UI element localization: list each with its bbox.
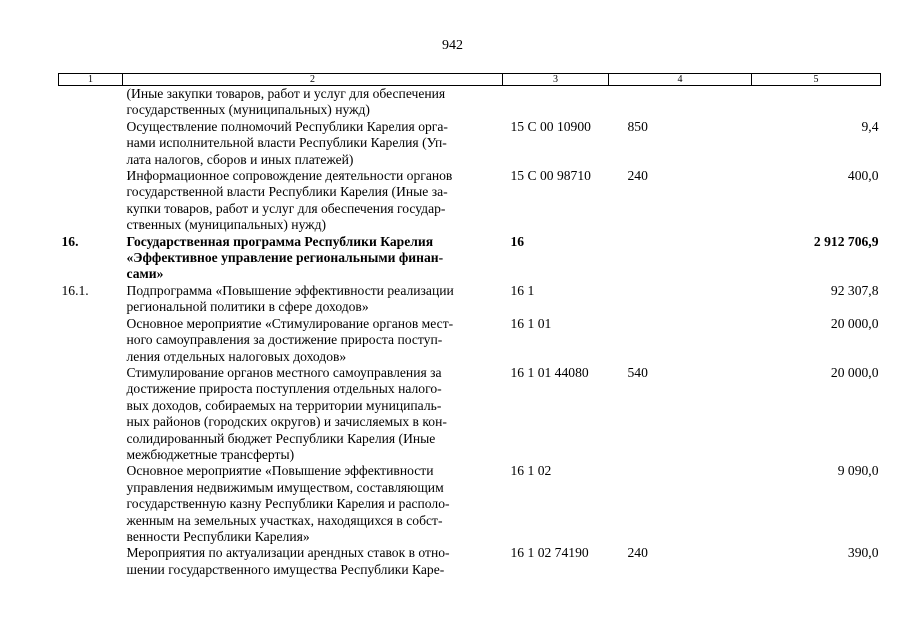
header-col-2: 2 (123, 74, 503, 86)
row-amount: 2 912 706,9 (813, 233, 879, 249)
row-number (59, 545, 123, 578)
header-col-1: 1 (59, 74, 123, 86)
row-number: 16.1. (61, 282, 89, 298)
row-name-line: вых доходов, собираемых на территории муниципаль- (126, 397, 442, 413)
row-code: 15 С 00 98710 (510, 168, 591, 184)
row-code: 15 С 00 10900 (510, 118, 591, 134)
header-col-4: 4 (609, 74, 752, 86)
row-name-line: межбюджетные трансферты) (126, 446, 295, 462)
header-row (59, 74, 881, 86)
row-name (123, 365, 503, 463)
table-row (59, 463, 881, 545)
row-name-line: женным на земельных участках, находящихся в собст- (126, 512, 443, 528)
row-amount: 390,0 (847, 545, 879, 561)
table-row (59, 365, 881, 463)
row-name-line: солидированный бюджет Республики Карелия (Иные (126, 430, 436, 446)
row-number (59, 86, 123, 119)
row-name-line: нами исполнительной власти Республики Карелия (Уп- (126, 135, 447, 151)
row-number (59, 119, 123, 168)
row-number (59, 168, 123, 234)
row-code: 16 1 01 44080 (510, 364, 589, 380)
row-name-line: (Иные закупки товаров, работ и услуг для обеспечения (126, 86, 446, 101)
row-name-line: государственных (муниципальных) нужд) (126, 102, 370, 118)
row-code: 16 (510, 233, 525, 249)
table-header (59, 74, 881, 86)
row-amount (752, 86, 881, 119)
row-name-line: достижение прироста поступления отдельных налого- (126, 381, 442, 397)
table-row (59, 545, 881, 578)
row-name-line: Стимулирование органов местного самоуправления за (126, 364, 442, 380)
row-name-line: Государственная программа Республики Карелия (126, 233, 434, 249)
row-expense-type (609, 283, 752, 316)
row-name (123, 283, 503, 316)
row-code: 16 1 02 (510, 463, 552, 479)
row-expense-type (609, 86, 752, 119)
row-name-line: государственной власти Республики Карелия (Иные за- (126, 184, 448, 200)
header-col-5: 5 (752, 74, 881, 86)
row-name-line: Информационное сопровождение деятельности органов (126, 168, 453, 184)
row-number (59, 365, 123, 463)
row-code: 16 1 01 (510, 315, 552, 331)
row-name-line: Мероприятия по актуализации арендных ставок в отно- (126, 545, 450, 561)
row-amount: 9,4 (861, 118, 879, 134)
row-name-line: государственную казну Республики Карелия и располо- (126, 496, 450, 512)
row-name-line: Основное мероприятие «Стимулирование органов мест- (126, 315, 454, 331)
header-col-3: 3 (503, 74, 609, 86)
row-name-line: Осуществление полномочий Республики Карелия орга- (126, 118, 448, 134)
row-name (123, 119, 503, 168)
row-name-line: управления недвижимым имуществом, составляющим (126, 479, 444, 495)
row-expense-type (609, 316, 752, 365)
row-expense-type (609, 463, 752, 545)
row-number (59, 463, 123, 545)
table-row (59, 119, 881, 168)
row-name-line: Основное мероприятие «Повышение эффективности (126, 463, 434, 479)
page-number: 942 (442, 38, 463, 53)
row-number (59, 316, 123, 365)
row-expense-type: 540 (627, 364, 648, 380)
table-row (59, 168, 881, 234)
row-name (123, 316, 503, 365)
row-name (123, 86, 503, 119)
row-expense-type: 850 (627, 118, 648, 134)
row-code (503, 86, 609, 119)
row-name-line: региональной политики в сфере доходов» (126, 299, 369, 315)
row-number: 16. (61, 233, 79, 249)
row-amount: 400,0 (847, 168, 879, 184)
row-name-line: венности Республики Карелия» (126, 528, 310, 544)
row-name-line: купки товаров, работ и услуг для обеспечения государ- (126, 200, 446, 216)
row-name-line: Подпрограмма «Повышение эффективности реализации (126, 282, 454, 298)
row-code: 16 1 (510, 282, 535, 298)
row-name-line: ственных (муниципальных) нужд) (126, 217, 327, 233)
row-code: 16 1 02 74190 (510, 545, 589, 561)
row-name-line: «Эффективное управление региональными финан- (126, 250, 444, 266)
row-name-line: ных районов (городских округов) и зачисляемых в кон- (126, 414, 447, 430)
table-row (59, 234, 881, 283)
row-name-line: сами» (126, 266, 164, 282)
row-name-line: лата налогов, сборов и иных платежей) (126, 151, 354, 167)
row-name-line: шении государственного имущества Республики Каре- (126, 561, 445, 577)
row-amount: 20 000,0 (830, 364, 879, 380)
table-row (59, 316, 881, 365)
row-expense-type: 240 (627, 168, 648, 184)
table-row (59, 86, 881, 119)
row-name-line: ного самоуправления за достижение прироста поступ- (126, 332, 443, 348)
row-name-line: ления отдельных налоговых доходов» (126, 348, 347, 364)
table-body (59, 86, 881, 579)
budget-table (58, 73, 881, 578)
row-name (123, 463, 503, 545)
row-expense-type: 240 (627, 545, 648, 561)
row-amount: 92 307,8 (830, 282, 879, 298)
table-row (59, 283, 881, 316)
row-amount: 9 090,0 (837, 463, 879, 479)
row-name (123, 168, 503, 234)
row-name (123, 234, 503, 283)
row-amount: 20 000,0 (830, 315, 879, 331)
row-expense-type (609, 234, 752, 283)
row-name (123, 545, 503, 578)
